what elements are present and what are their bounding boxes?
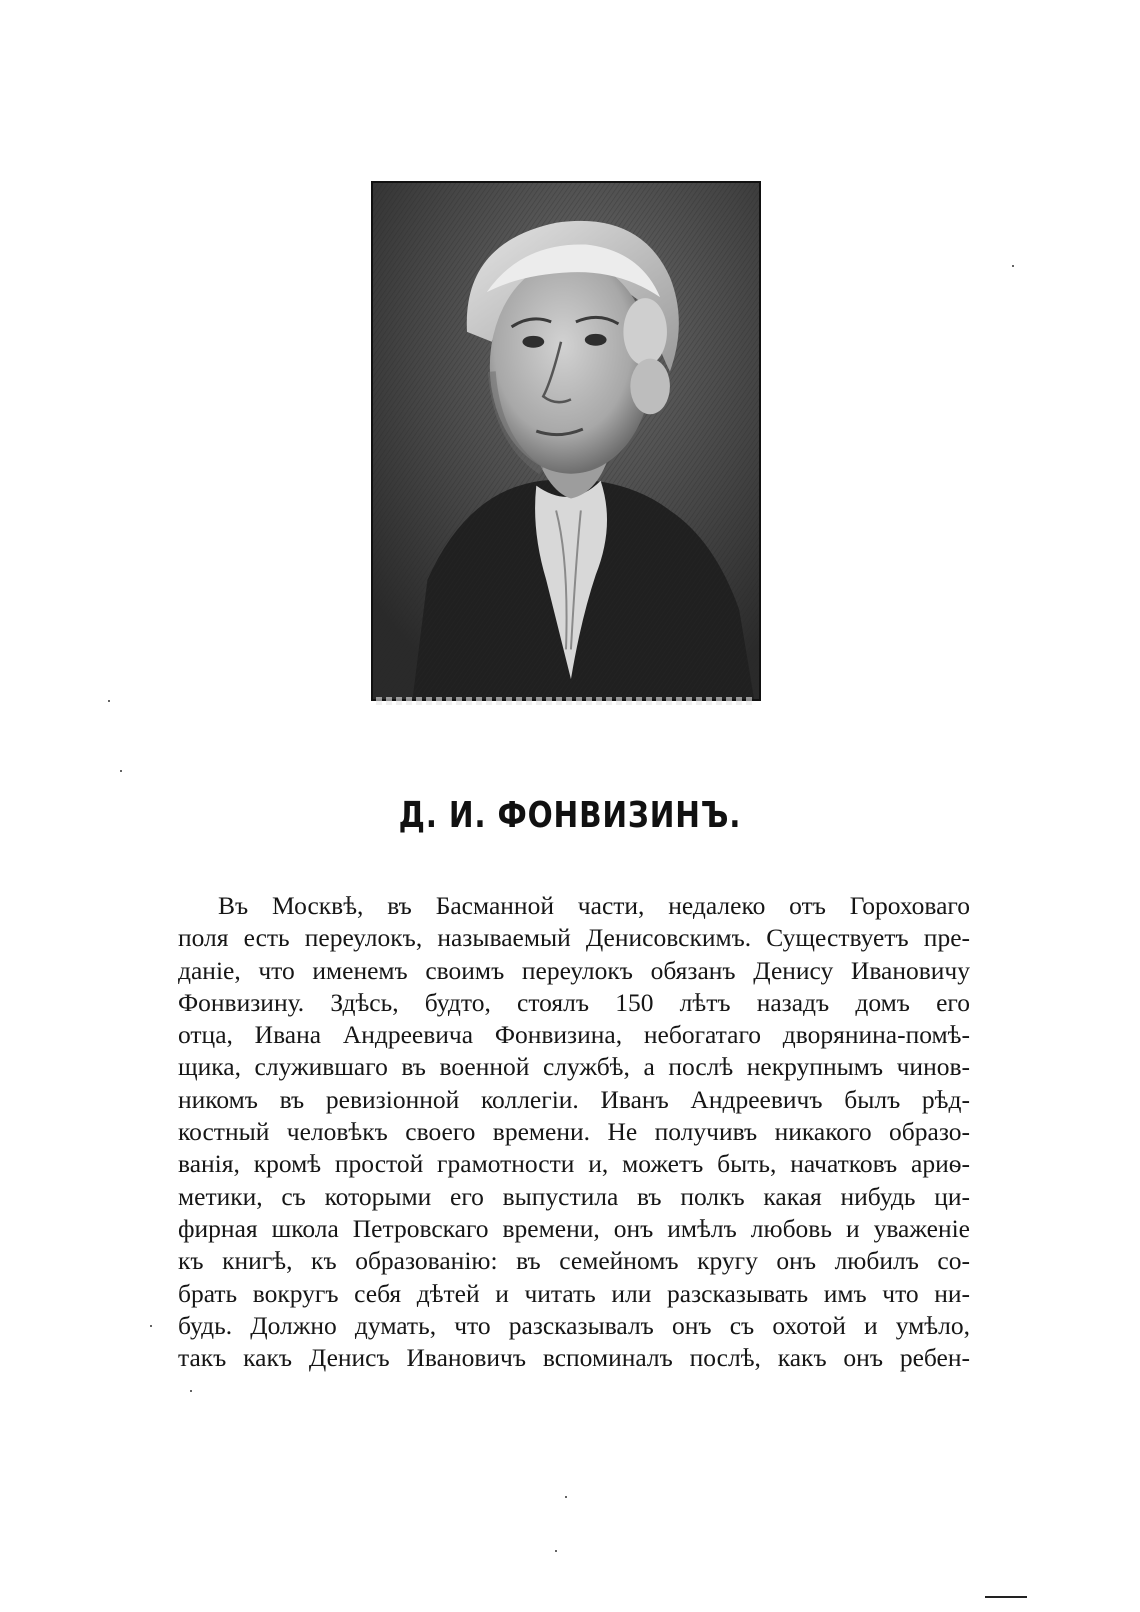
- scan-speck: [108, 700, 110, 702]
- scan-speck: [120, 770, 122, 772]
- scan-speck: [555, 1550, 557, 1552]
- text-line: костный человѣкъ своего времени. Не получивъ никакого образо-: [178, 1117, 970, 1147]
- body-paragraph: [178, 890, 970, 1374]
- text-line: никомъ въ ревизiонной коллегiи. Иванъ Андреевичъ былъ рѣд-: [178, 1084, 970, 1114]
- text-line: Фонвизину. Здѣсь, будто, стоялъ 150 лѣтъ назадъ домъ его: [178, 987, 970, 1017]
- text-line: щика, служившаго въ военной службѣ, а послѣ некрупнымъ чинов-: [178, 1052, 970, 1082]
- scan-speck: [1012, 265, 1014, 267]
- text-line: такъ какъ Денисъ Ивановичъ вспоминалъ послѣ, какъ онъ ребен-: [178, 1343, 970, 1373]
- scan-speck: [150, 1325, 152, 1327]
- scan-speck: [565, 1496, 567, 1498]
- text-line: фирная школа Петровскаго времени, онъ имѣлъ любовь и уваженie: [178, 1213, 970, 1243]
- text-line: къ книгѣ, къ образованiю: въ семейномъ кругу онъ любилъ со-: [178, 1246, 970, 1276]
- text-line: отца, Ивана Андреевича Фонвизина, небогатаго дворянина-помѣ-: [178, 1020, 970, 1050]
- page-title: Д. И. ФОНВИЗИНЪ.: [398, 795, 742, 836]
- text-line: метики, съ которыми его выпустила въ полкъ какая нибудь ци-: [178, 1181, 970, 1211]
- corner-rule-mark: [985, 1596, 1027, 1598]
- text-line: ванiя, кромѣ простой грамотности и, можетъ быть, начатковъ ариѳ-: [178, 1149, 970, 1179]
- portrait-image: [373, 183, 759, 699]
- portrait-engraving: [371, 181, 761, 701]
- text-line: Въ Москвѣ, въ Басманной части, недалеко отъ Гороховаго: [218, 891, 970, 920]
- text-line: будь. Должно думать, что разсказывалъ онъ съ охотой и умѣло,: [178, 1310, 970, 1340]
- show-through-ghost-lines: [376, 697, 756, 705]
- scan-speck: [190, 1390, 192, 1392]
- text-line: брать вокругъ себя дѣтей и читать или разсказывать имъ что ни-: [178, 1278, 970, 1308]
- text-line: данie, что именемъ своимъ переулокъ обязанъ Денису Ивановичу: [178, 955, 970, 985]
- text-line: поля есть переулокъ, называемый Денисовскимъ. Существуетъ пре-: [178, 923, 970, 953]
